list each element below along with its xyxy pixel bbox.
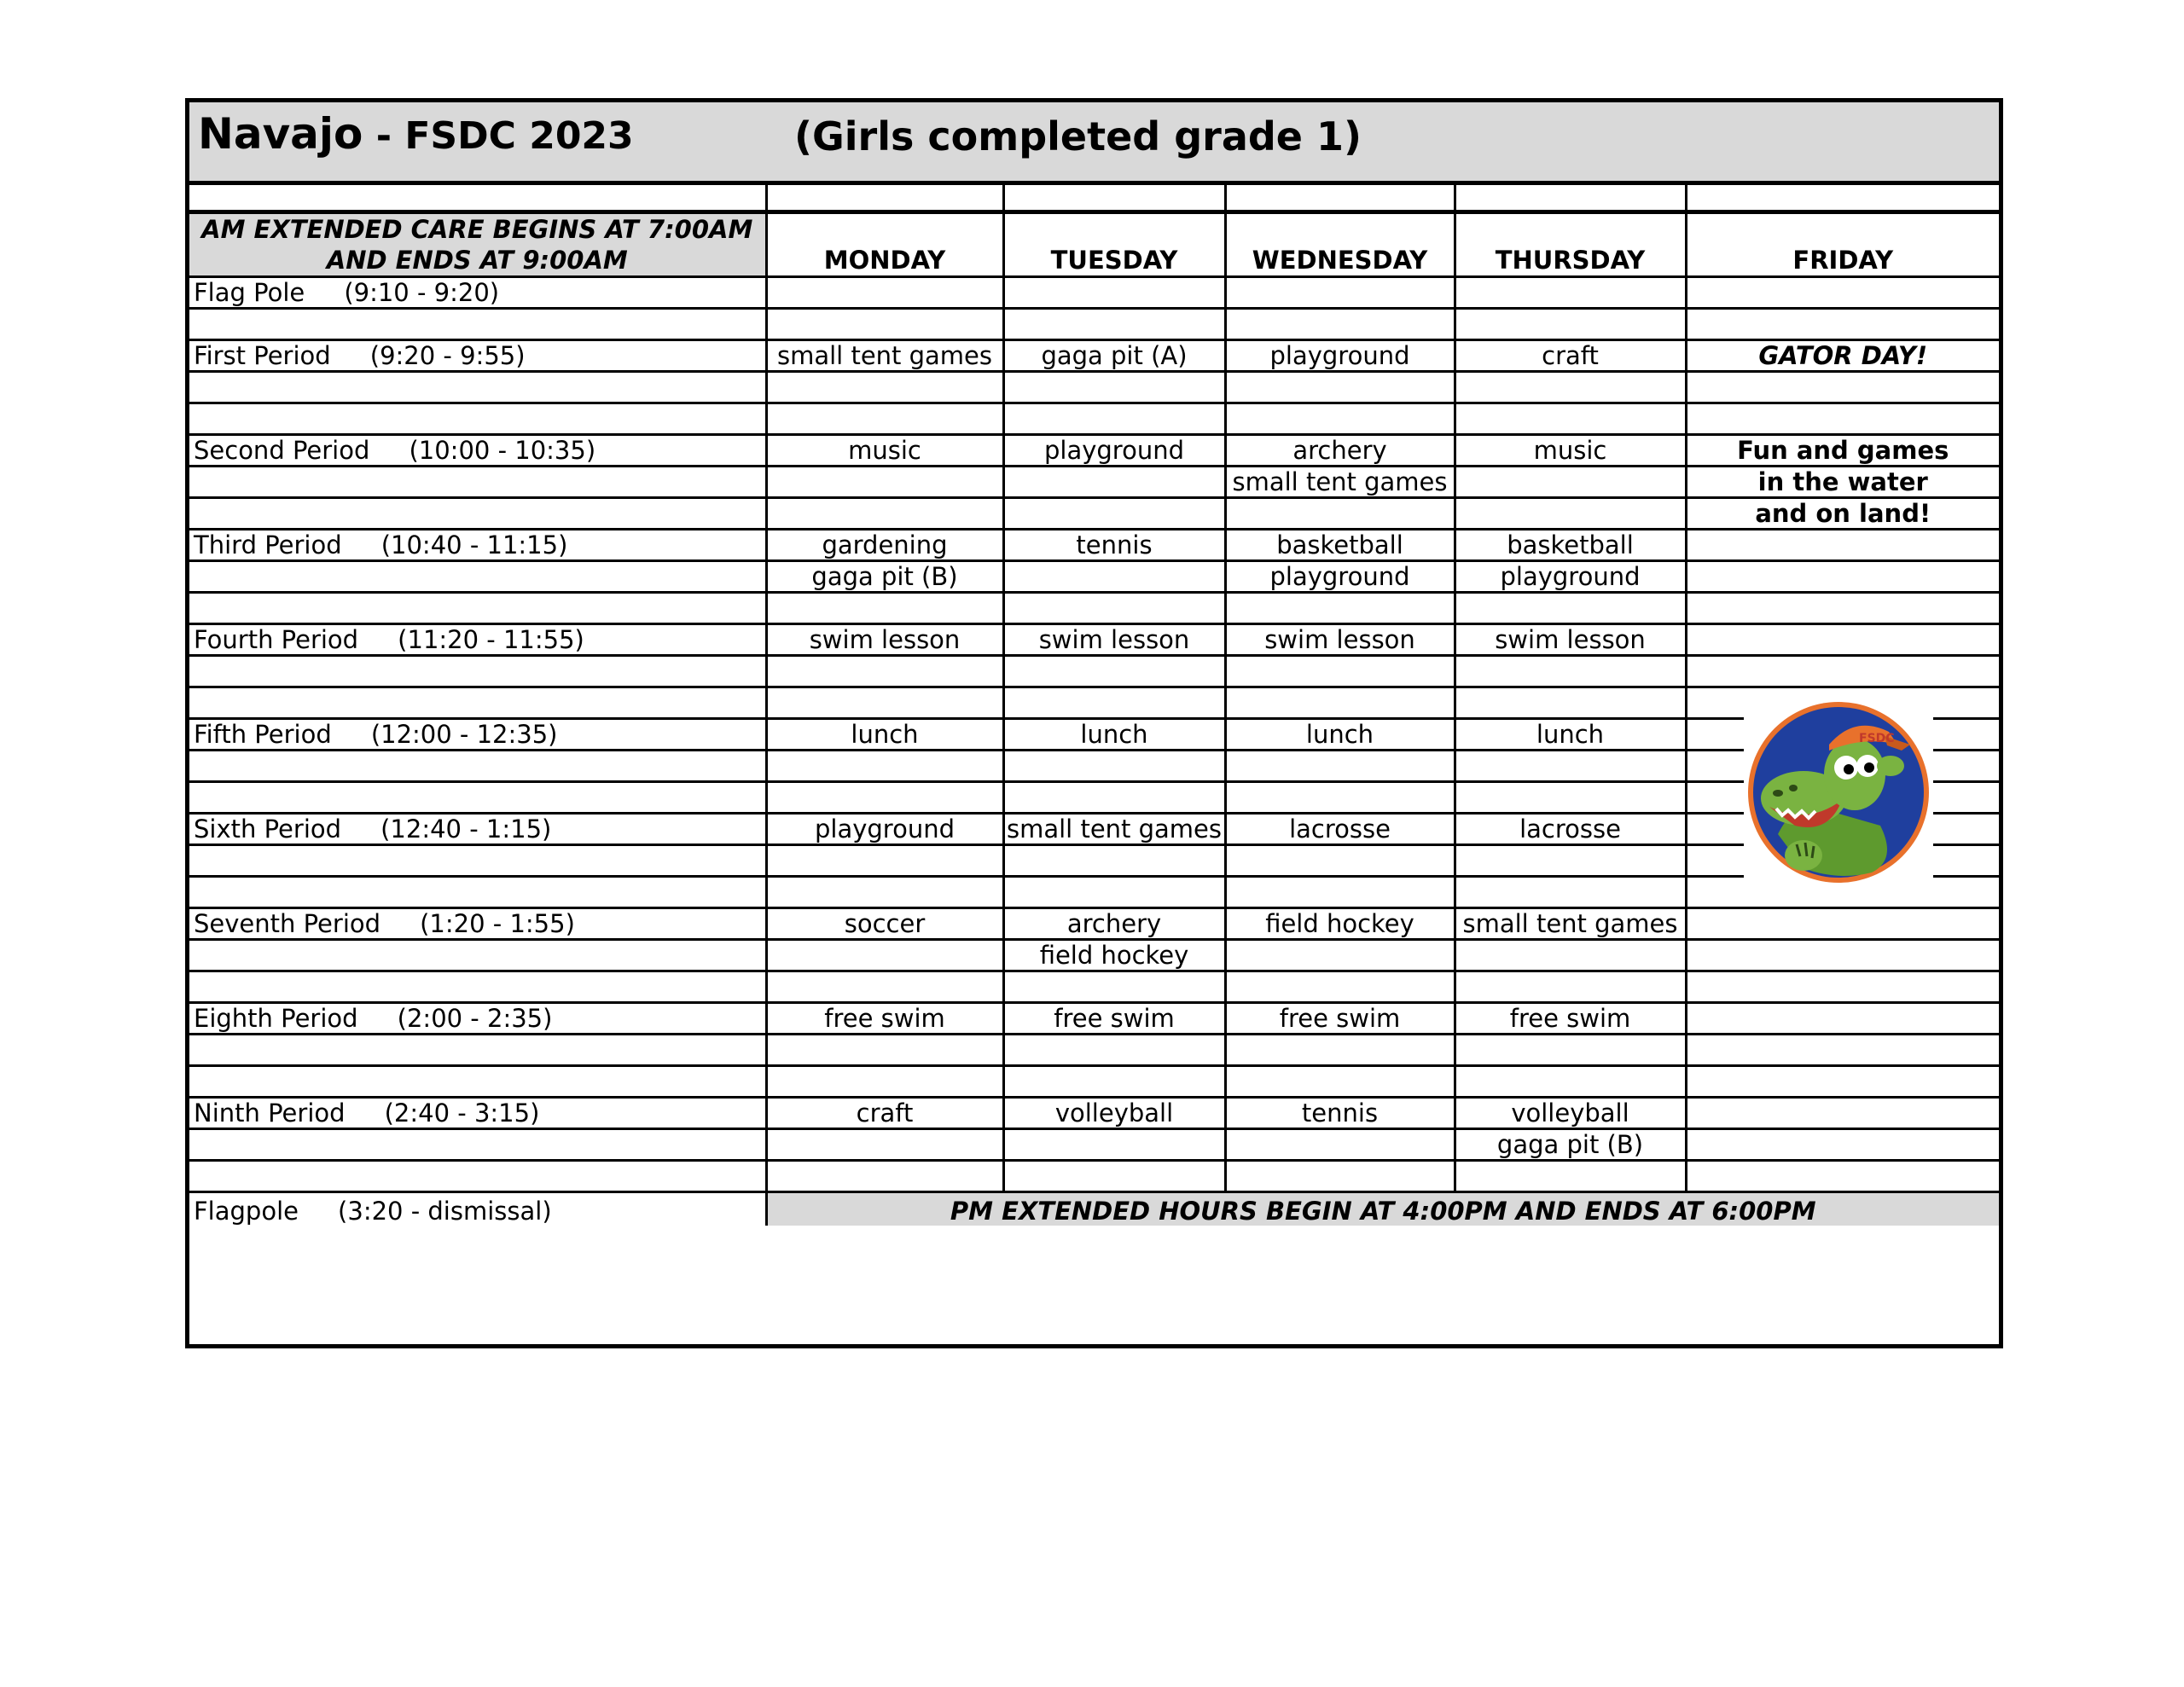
activity-cell-thursday: playground [1455,561,1686,593]
activity-cell-thursday: free swim [1455,1003,1686,1035]
period-label [189,687,766,719]
logo-cap-text: FSDC [1859,732,1895,745]
schedule-row [189,593,1999,624]
period-label: Ninth Period (2:40 - 3:15) [189,1098,766,1129]
schedule-row [189,624,1999,656]
activity-cell-wednesday: playground [1225,561,1455,593]
schedule-row [189,403,1999,435]
gator-logo [1744,698,1933,887]
activity-cell-wednesday [1225,1129,1455,1161]
period-label [189,1161,766,1192]
schedule-row [189,372,1999,403]
period-label: Fifth Period (12:00 - 12:35) [189,719,766,751]
activity-cell-friday [1686,372,1999,403]
activity-cell-monday [766,277,1003,309]
activity-cell-wednesday [1225,971,1455,1003]
activity-cell-thursday: lunch [1455,719,1686,751]
day-header-thursday: THURSDAY [1455,212,1686,277]
activity-cell-monday [766,656,1003,687]
activity-cell-thursday [1455,372,1686,403]
activity-cell-wednesday [1225,877,1455,908]
schedule-row [189,971,1999,1003]
activity-cell-friday [1686,593,1999,624]
activity-cell-tuesday [1003,782,1225,814]
activity-cell-monday: lunch [766,719,1003,751]
page-subtitle: (Girls completed grade 1) [794,113,1362,159]
activity-cell-wednesday [1225,782,1455,814]
activity-cell-tuesday: swim lesson [1003,624,1225,656]
activity-cell-wednesday: small tent games [1225,467,1455,498]
period-label [189,940,766,971]
activity-cell-wednesday: field hockey [1225,908,1455,940]
activity-cell-thursday [1455,467,1686,498]
schedule-row [189,1098,1999,1129]
period-label [189,372,766,403]
activity-cell-friday [1686,277,1999,309]
activity-cell-friday [1686,1161,1999,1192]
schedule-row [189,561,1999,593]
schedule-row [189,751,1999,782]
schedule-row [189,277,1999,309]
activity-cell-tuesday: small tent games [1003,814,1225,845]
activity-cell-friday [1686,561,1999,593]
activity-cell-friday [1686,624,1999,656]
period-label: Sixth Period (12:40 - 1:15) [189,814,766,845]
schedule-row [189,940,1999,971]
activity-cell-thursday [1455,782,1686,814]
activity-cell-tuesday [1003,1129,1225,1161]
activity-cell-tuesday [1003,687,1225,719]
schedule-row [189,1129,1999,1161]
period-label [189,656,766,687]
activity-cell-monday [766,877,1003,908]
schedule-row [189,814,1999,845]
activity-cell-friday [1686,656,1999,687]
activity-cell-wednesday: archery [1225,435,1455,467]
activity-cell-thursday [1455,277,1686,309]
activity-cell-tuesday [1003,467,1225,498]
activity-cell-tuesday [1003,561,1225,593]
activity-cell-wednesday: lunch [1225,719,1455,751]
activity-cell-monday: swim lesson [766,624,1003,656]
period-label [189,971,766,1003]
activity-cell-monday [766,372,1003,403]
activity-cell-wednesday [1225,656,1455,687]
period-label [189,309,766,340]
schedule-row [189,782,1999,814]
activity-cell-thursday [1455,687,1686,719]
schedule-row [189,309,1999,340]
activity-cell-wednesday [1225,845,1455,877]
schedule-table [189,185,1999,1226]
activity-cell-friday [1686,309,1999,340]
schedule-row [189,656,1999,687]
schedule-row [189,530,1999,561]
activity-cell-thursday [1455,309,1686,340]
flagpole-dismissal-label: Flagpole (3:20 - dismissal) [189,1192,766,1226]
activity-cell-friday [1686,908,1999,940]
schedule-row [189,435,1999,467]
schedule-row [189,1066,1999,1098]
period-label [189,877,766,908]
activity-cell-friday [1686,940,1999,971]
gator-mascot-icon [1744,698,1933,887]
activity-cell-monday [766,782,1003,814]
activity-cell-tuesday [1003,277,1225,309]
activity-cell-thursday [1455,656,1686,687]
activity-cell-wednesday [1225,277,1455,309]
period-label [189,467,766,498]
activity-cell-friday [1686,403,1999,435]
activity-cell-thursday [1455,1066,1686,1098]
schedule-row [189,845,1999,877]
activity-cell-thursday [1455,1161,1686,1192]
activity-cell-monday [766,403,1003,435]
activity-cell-thursday: music [1455,435,1686,467]
am-care-line1: AM EXTENDED CARE BEGINS AT 7:00AM [201,215,753,244]
activity-cell-friday [1686,1066,1999,1098]
activity-cell-wednesday [1225,751,1455,782]
spacer-row [189,185,1999,212]
activity-cell-tuesday: lunch [1003,719,1225,751]
activity-cell-thursday: small tent games [1455,908,1686,940]
activity-cell-friday [1686,1003,1999,1035]
activity-cell-thursday [1455,403,1686,435]
activity-cell-tuesday: gaga pit (A) [1003,340,1225,372]
activity-cell-monday: gaga pit (B) [766,561,1003,593]
activity-cell-thursday: craft [1455,340,1686,372]
activity-cell-wednesday [1225,940,1455,971]
schedule-row [189,1003,1999,1035]
period-label [189,403,766,435]
day-header-friday: FRIDAY [1686,212,1999,277]
activity-cell-friday [1686,530,1999,561]
schedule-row [189,877,1999,908]
period-label: Fourth Period (11:20 - 11:55) [189,624,766,656]
activity-cell-tuesday [1003,845,1225,877]
activity-cell-monday: free swim [766,1003,1003,1035]
activity-cell-tuesday [1003,498,1225,530]
activity-cell-friday: GATOR DAY! [1686,340,1999,372]
activity-cell-wednesday [1225,309,1455,340]
schedule-row [189,687,1999,719]
activity-cell-wednesday [1225,1035,1455,1066]
activity-cell-tuesday [1003,656,1225,687]
activity-cell-wednesday [1225,372,1455,403]
activity-cell-monday [766,845,1003,877]
activity-cell-monday [766,971,1003,1003]
activity-cell-monday [766,940,1003,971]
period-label: Seventh Period (1:20 - 1:55) [189,908,766,940]
dismissal-row [189,1192,1999,1226]
activity-cell-wednesday: free swim [1225,1003,1455,1035]
page-title [198,109,634,159]
activity-cell-thursday [1455,877,1686,908]
activity-cell-monday [766,498,1003,530]
title-program-year: - FSDC 2023 [363,114,634,158]
activity-cell-monday [766,1035,1003,1066]
activity-cell-wednesday: swim lesson [1225,624,1455,656]
schedule-sheet [185,98,2003,1348]
period-label [189,751,766,782]
period-label [189,1066,766,1098]
schedule-row [189,340,1999,372]
activity-cell-thursday [1455,751,1686,782]
header-row [189,212,1999,277]
am-extended-care-note [189,212,766,277]
activity-cell-tuesday: volleyball [1003,1098,1225,1129]
period-label [189,1035,766,1066]
activity-cell-friday [1686,971,1999,1003]
am-care-line2: AND ENDS AT 9:00AM [326,246,628,275]
activity-cell-friday: in the water [1686,467,1999,498]
activity-cell-tuesday: field hockey [1003,940,1225,971]
title-navajo: Navajo [198,109,363,159]
activity-cell-monday [766,467,1003,498]
pm-extended-hours-note: PM EXTENDED HOURS BEGIN AT 4:00PM AND ENDS AT 6:00PM [766,1192,1999,1226]
title-bar [189,102,1999,185]
activity-cell-thursday: volleyball [1455,1098,1686,1129]
activity-cell-monday: music [766,435,1003,467]
activity-cell-thursday: lacrosse [1455,814,1686,845]
activity-cell-wednesday [1225,1161,1455,1192]
activity-cell-tuesday [1003,751,1225,782]
activity-cell-tuesday [1003,309,1225,340]
activity-cell-thursday [1455,940,1686,971]
activity-cell-wednesday [1225,687,1455,719]
activity-cell-wednesday [1225,593,1455,624]
activity-cell-wednesday [1225,403,1455,435]
activity-cell-tuesday: tennis [1003,530,1225,561]
activity-cell-friday: and on land! [1686,498,1999,530]
activity-cell-tuesday [1003,971,1225,1003]
activity-cell-thursday: swim lesson [1455,624,1686,656]
activity-cell-thursday [1455,498,1686,530]
activity-cell-tuesday [1003,372,1225,403]
period-label: Second Period (10:00 - 10:35) [189,435,766,467]
activity-cell-friday [1686,1129,1999,1161]
period-label [189,1129,766,1161]
activity-cell-monday: gardening [766,530,1003,561]
period-label [189,593,766,624]
activity-cell-monday [766,1129,1003,1161]
activity-cell-thursday [1455,845,1686,877]
day-header-wednesday: WEDNESDAY [1225,212,1455,277]
activity-cell-tuesday [1003,593,1225,624]
activity-cell-monday [766,1066,1003,1098]
activity-cell-tuesday: free swim [1003,1003,1225,1035]
activity-cell-wednesday: lacrosse [1225,814,1455,845]
schedule-row [189,1035,1999,1066]
activity-cell-monday [766,593,1003,624]
activity-cell-wednesday: basketball [1225,530,1455,561]
activity-cell-tuesday [1003,403,1225,435]
activity-cell-friday [1686,1098,1999,1129]
schedule-row [189,467,1999,498]
activity-cell-monday [766,1161,1003,1192]
schedule-row [189,1161,1999,1192]
activity-cell-thursday [1455,593,1686,624]
schedule-row [189,498,1999,530]
period-label: Third Period (10:40 - 11:15) [189,530,766,561]
period-label [189,845,766,877]
day-header-monday: MONDAY [766,212,1003,277]
period-label [189,498,766,530]
activity-cell-thursday: gaga pit (B) [1455,1129,1686,1161]
activity-cell-friday [1686,1035,1999,1066]
activity-cell-thursday: basketball [1455,530,1686,561]
activity-cell-wednesday [1225,498,1455,530]
period-label: Flag Pole (9:10 - 9:20) [189,277,766,309]
schedule-row [189,719,1999,751]
activity-cell-thursday [1455,1035,1686,1066]
activity-cell-tuesday [1003,1161,1225,1192]
activity-cell-wednesday: playground [1225,340,1455,372]
activity-cell-monday: craft [766,1098,1003,1129]
activity-cell-friday: Fun and games [1686,435,1999,467]
activity-cell-tuesday [1003,877,1225,908]
activity-cell-wednesday [1225,1066,1455,1098]
activity-cell-monday: small tent games [766,340,1003,372]
activity-cell-tuesday: playground [1003,435,1225,467]
day-header-tuesday: TUESDAY [1003,212,1225,277]
activity-cell-monday: playground [766,814,1003,845]
period-label [189,782,766,814]
period-label: First Period (9:20 - 9:55) [189,340,766,372]
activity-cell-tuesday: archery [1003,908,1225,940]
activity-cell-monday [766,309,1003,340]
activity-cell-tuesday [1003,1035,1225,1066]
schedule-row [189,908,1999,940]
activity-cell-thursday [1455,971,1686,1003]
period-label: Eighth Period (2:00 - 2:35) [189,1003,766,1035]
activity-cell-tuesday [1003,1066,1225,1098]
period-label [189,561,766,593]
activity-cell-wednesday: tennis [1225,1098,1455,1129]
activity-cell-monday: soccer [766,908,1003,940]
activity-cell-monday [766,751,1003,782]
activity-cell-monday [766,687,1003,719]
